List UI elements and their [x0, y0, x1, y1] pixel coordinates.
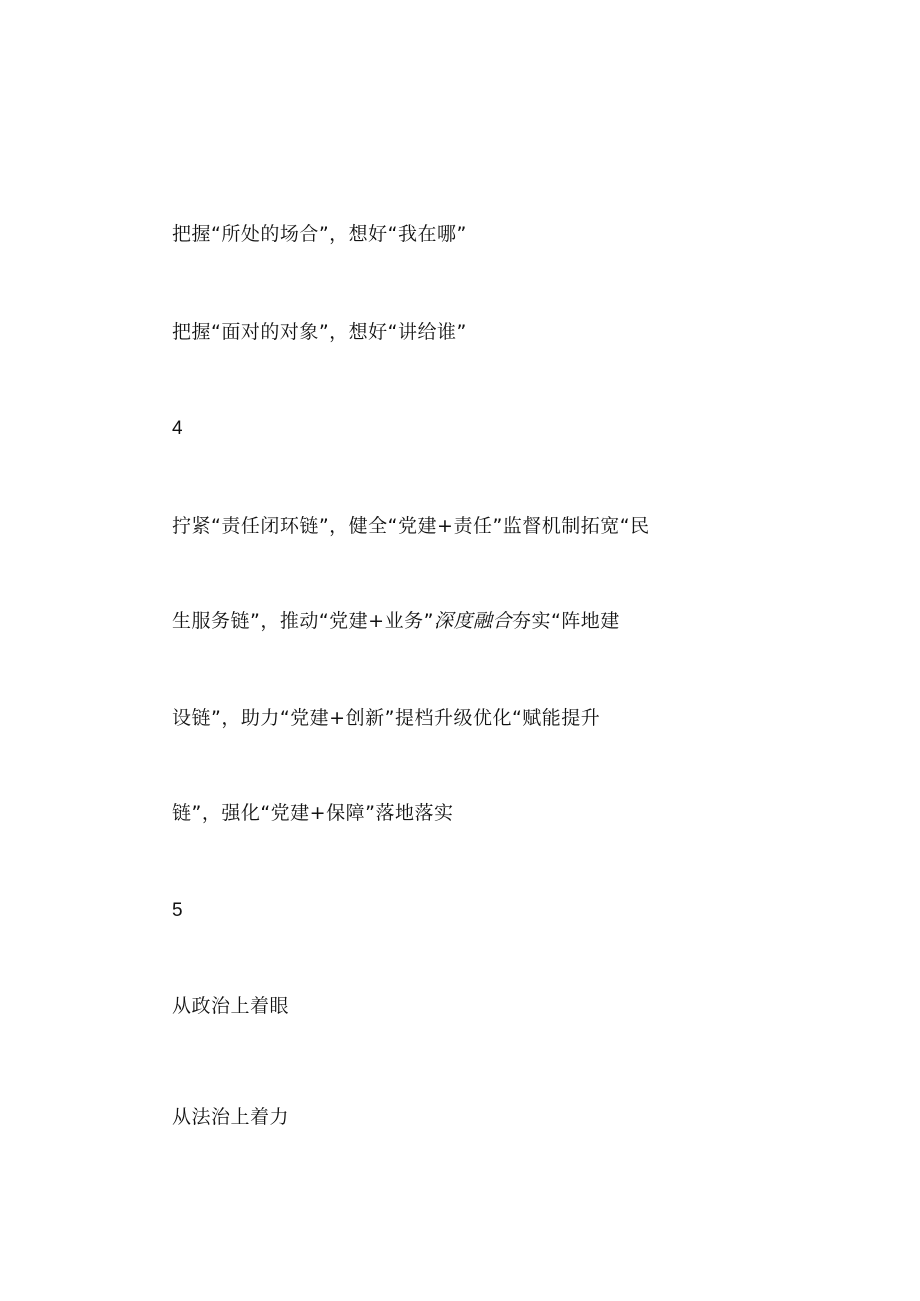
text-line	[172, 607, 620, 635]
text-segment: 夯实“阵地建	[511, 610, 620, 632]
text-line: 从法治上着力	[172, 1106, 290, 1128]
section-number: 4	[172, 418, 183, 439]
text-line: 把握“所处的场合”，想好“我在哪”	[172, 223, 467, 245]
text-line: 把握“面对的对象”，想好“讲给谁”	[172, 321, 467, 343]
section-number: 5	[172, 900, 183, 921]
text-segment: 生服务链”，推动“党建+业务”	[172, 610, 434, 632]
italic-text-segment: 深度融合	[433, 610, 512, 632]
text-line: 链”，强化“党建+保障”落地落实	[172, 802, 454, 824]
text-line: 拧紧“责任闭环链”，健全“党建+责任”监督机制拓宽“民	[172, 515, 650, 537]
text-line: 设链”，助力“党建+创新”提档升级优化“赋能提升	[172, 707, 601, 729]
text-line: 从政治上着眼	[172, 995, 290, 1017]
